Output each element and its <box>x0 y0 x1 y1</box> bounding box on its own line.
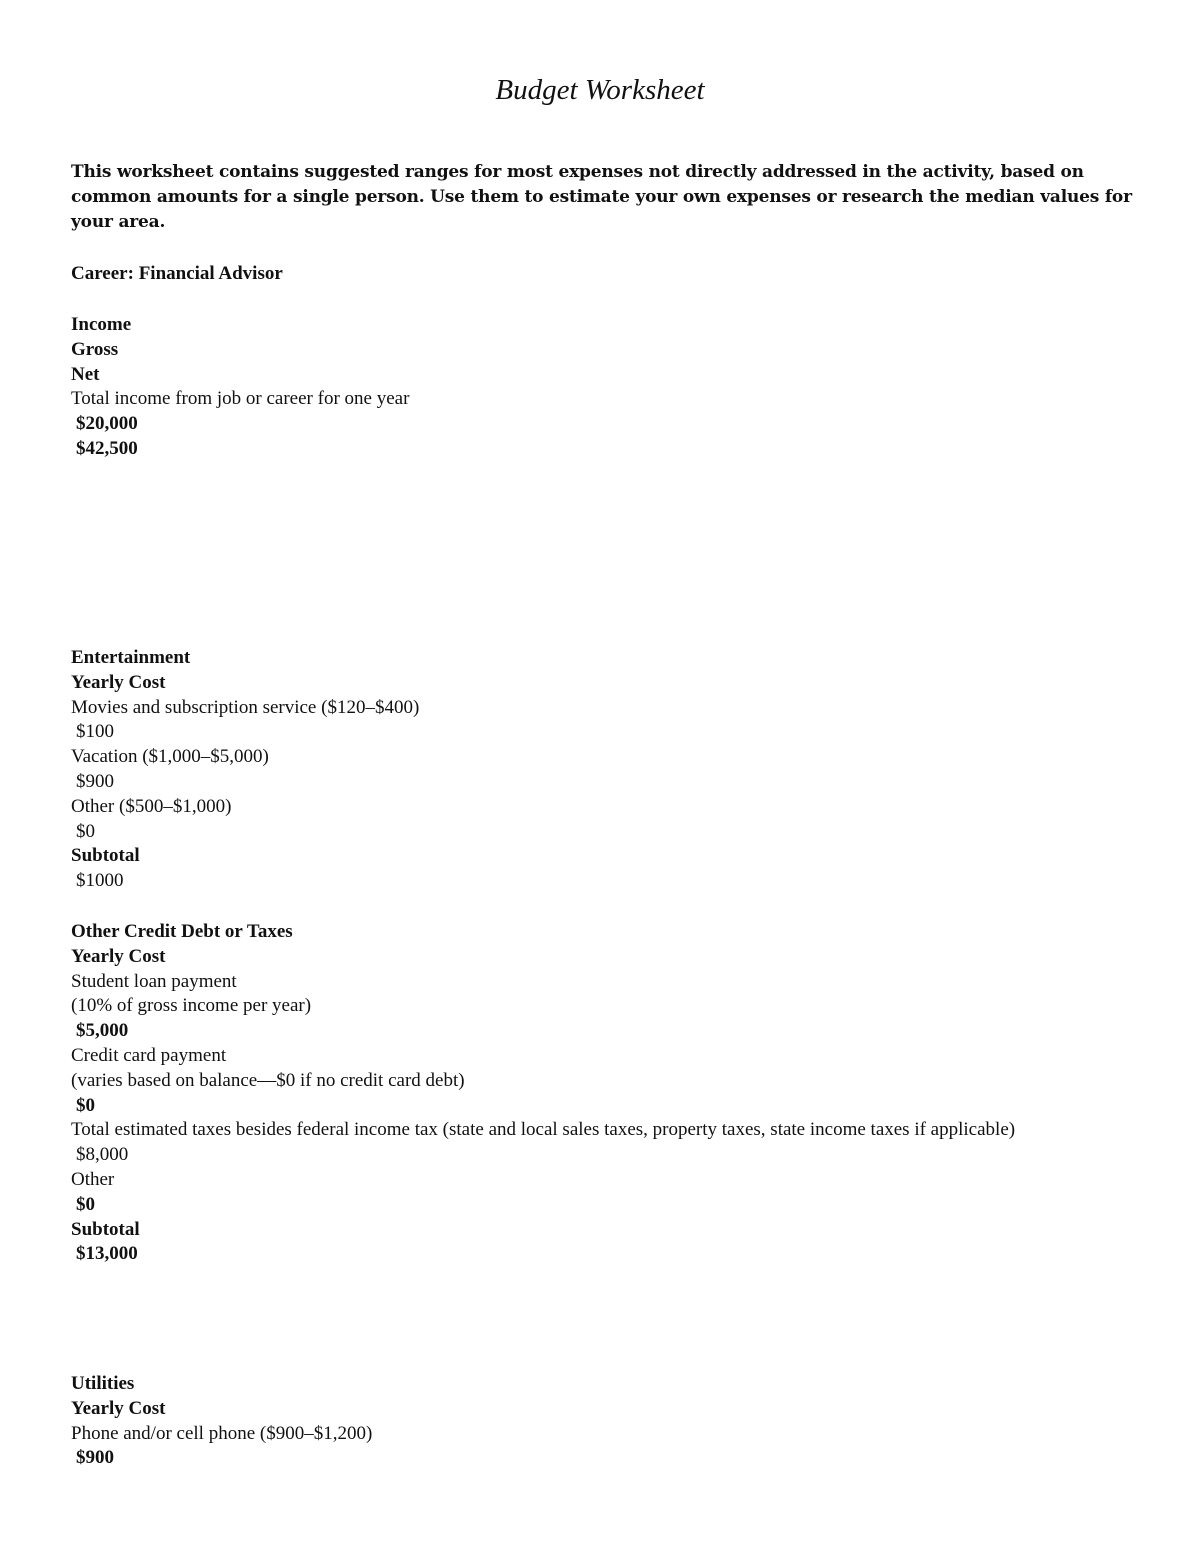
phone-value: $900 <box>76 1447 114 1469</box>
income-row-label: Total income from job or career for one year <box>71 388 410 410</box>
debt-taxes-col-header: Yearly Cost <box>71 945 166 967</box>
credit-card-value: $0 <box>76 1094 95 1116</box>
entertainment-col-header: Yearly Cost <box>71 671 166 693</box>
taxes-value: $8,000 <box>76 1144 129 1166</box>
student-loan-value: $5,000 <box>76 1020 129 1042</box>
income-net-header: Net <box>71 363 100 385</box>
entertainment-row-label: Vacation ($1,000–$5,000) <box>71 746 269 768</box>
income-section <box>71 313 1141 462</box>
career-line <box>71 262 1141 287</box>
taxes-label: Total estimated taxes besides federal income tax (state and local sales taxes, property taxes, state income taxes if applicable) <box>71 1119 1016 1141</box>
income-gross-header: Gross <box>71 338 119 360</box>
other-debt-label: Other <box>71 1168 115 1190</box>
debt-taxes-subtotal-value: $13,000 <box>76 1243 138 1265</box>
debt-taxes-subtotal-label: Subtotal <box>71 1218 140 1240</box>
entertainment-heading: Entertainment <box>71 647 191 668</box>
other-debt-value: $0 <box>76 1193 95 1215</box>
intro-paragraph: This worksheet contains suggested ranges for most expenses not directly addressed in the activity, based on common amounts for a single person. Use them to estimate your own expenses or research the median values for your area. <box>71 162 1132 232</box>
page-title: Budget Worksheet <box>495 74 705 106</box>
student-loan-label: Student loan payment <box>71 970 237 992</box>
student-loan-note: (10% of gross income per year) <box>71 995 312 1017</box>
utilities-section <box>71 1372 1141 1471</box>
phone-label: Phone and/or cell phone ($900–$1,200) <box>71 1422 373 1444</box>
entertainment-row-value: $900 <box>76 770 114 792</box>
credit-card-label: Credit card payment <box>71 1044 227 1066</box>
entertainment-subtotal-value: $1000 <box>76 870 124 892</box>
utilities-heading: Utilities <box>71 1373 135 1394</box>
income-heading: Income <box>71 314 132 335</box>
income-net-value: $42,500 <box>76 437 138 459</box>
utilities-col-header: Yearly Cost <box>71 1397 166 1419</box>
debt-taxes-heading: Other Credit Debt or Taxes <box>71 921 293 942</box>
entertainment-subtotal-label: Subtotal <box>71 845 140 867</box>
debt-taxes-section <box>71 920 1141 1267</box>
entertainment-row-label: Other ($500–$1,000) <box>71 795 232 817</box>
credit-card-note: (varies based on balance—$0 if no credit card debt) <box>71 1069 465 1091</box>
entertainment-row-value: $100 <box>76 721 114 743</box>
entertainment-section <box>71 646 1141 894</box>
entertainment-row-value: $0 <box>76 820 95 842</box>
entertainment-row-label: Movies and subscription service ($120–$400) <box>71 696 420 718</box>
career-label: Career: Financial Advisor <box>71 263 283 284</box>
income-gross-value: $20,000 <box>76 413 138 435</box>
